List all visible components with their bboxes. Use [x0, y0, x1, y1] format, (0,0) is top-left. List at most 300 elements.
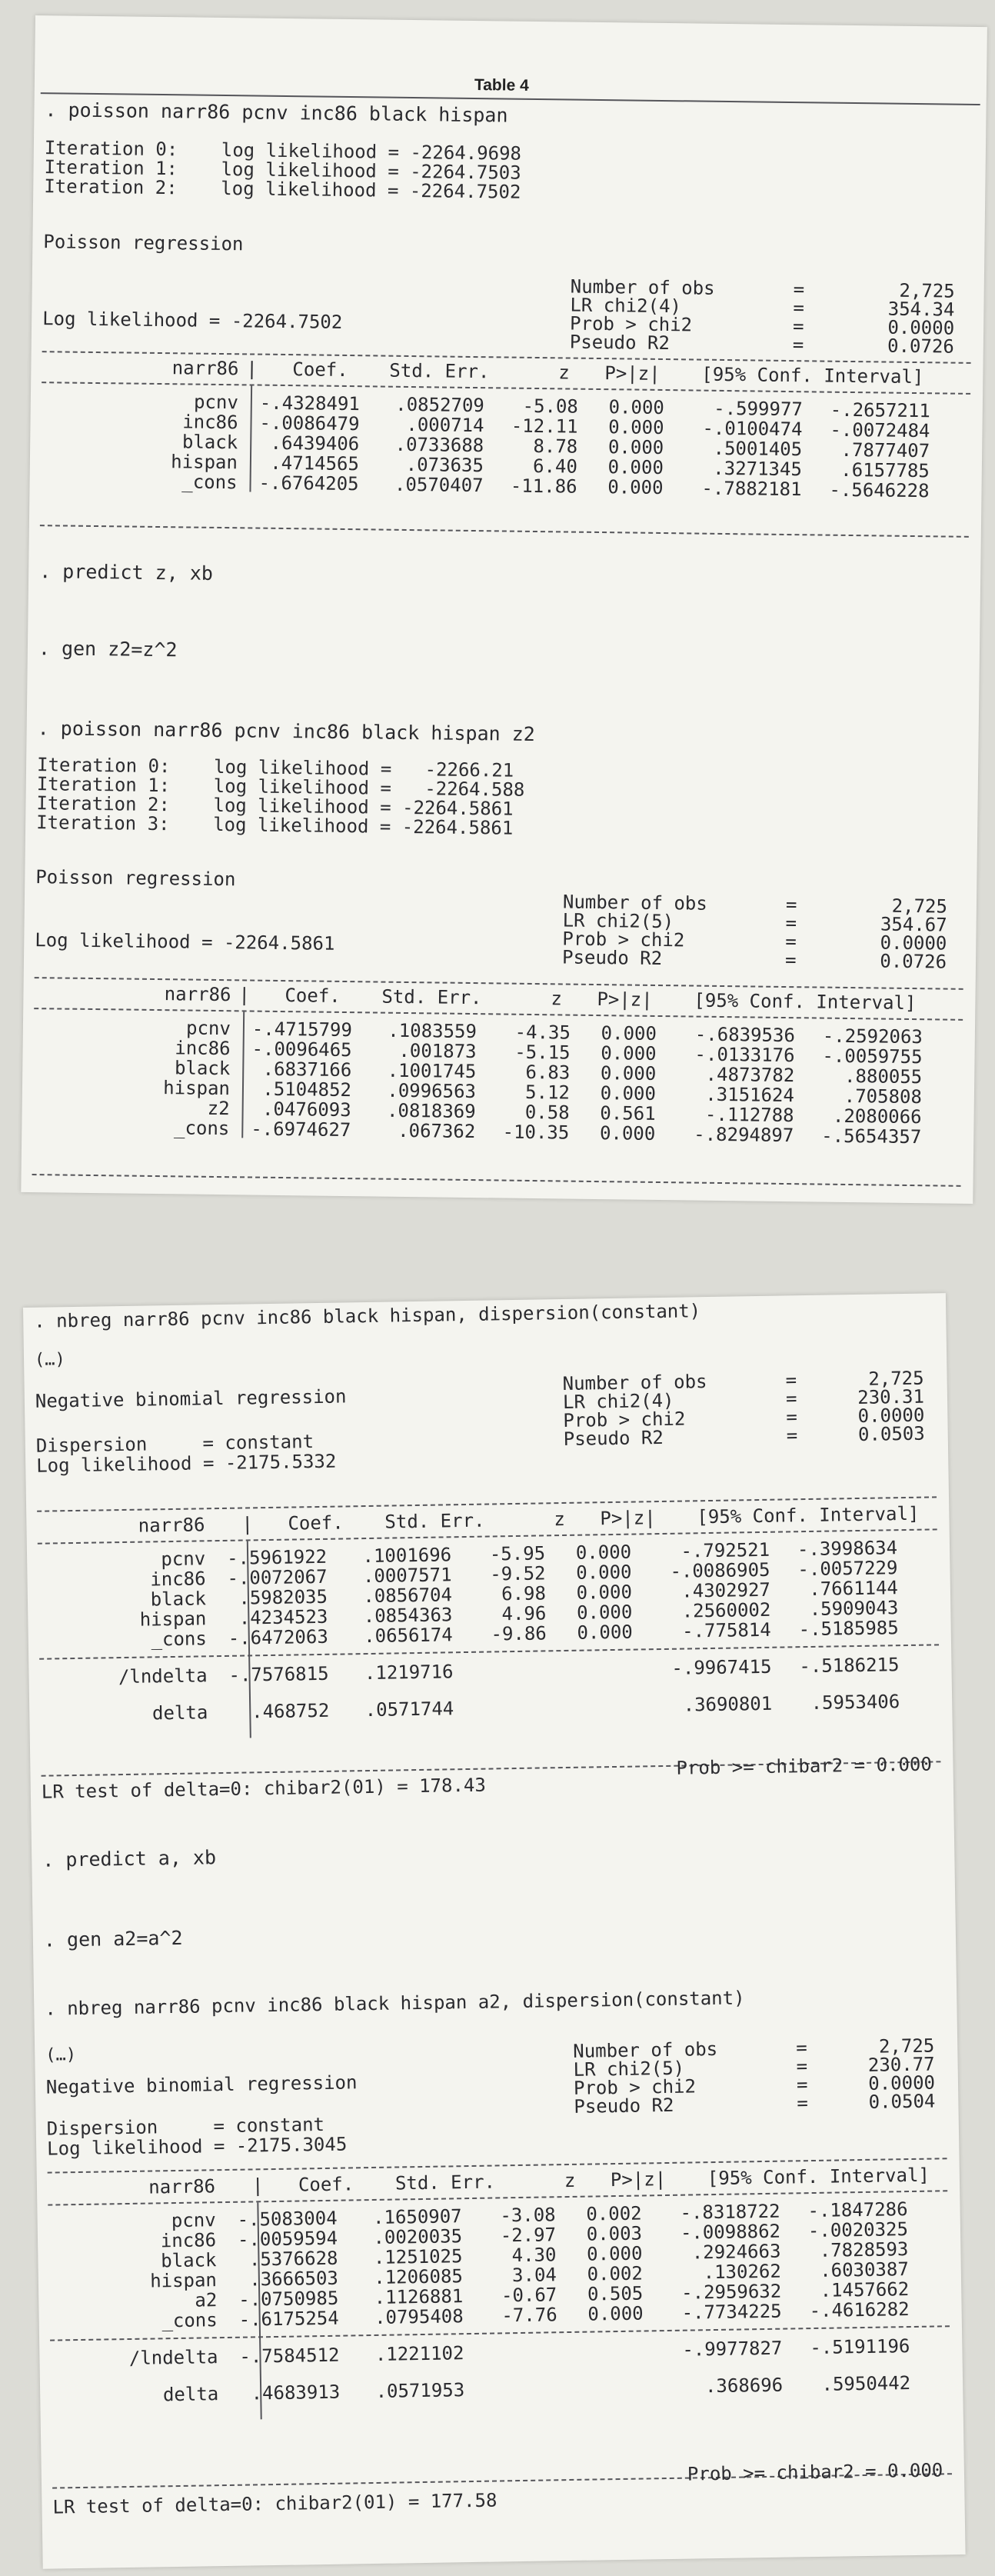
- iteration-value: log likelihood = -2264.5861: [212, 813, 514, 839]
- cell-ci-high: -.5185985: [798, 1617, 899, 1641]
- cell-z: 6.98: [501, 1582, 547, 1605]
- model-name-4: Negative binomial regression: [45, 2071, 358, 2098]
- stat-label: LR chi2(4): [570, 294, 682, 318]
- dispersion-3: Dispersion = constant: [35, 1431, 314, 1457]
- model-stats-4: [573, 2034, 936, 2118]
- cell-var: hispan: [149, 2269, 218, 2292]
- cell-coef: .0476093: [261, 1098, 351, 1121]
- cell-var: hispan: [171, 451, 238, 474]
- cell-ci-high: -.5646228: [829, 478, 930, 502]
- stat-equals: =: [785, 912, 797, 935]
- cell-var: pcnv: [193, 391, 239, 414]
- cell-p: 0.000: [577, 1621, 633, 1644]
- stat-value: 2,725: [891, 895, 948, 918]
- coef-table-3: [26, 1502, 953, 1771]
- cell-ci-high: .705808: [844, 1085, 923, 1108]
- cell-ci-high: .7877407: [840, 438, 930, 462]
- stat-value: 0.0000: [887, 316, 955, 339]
- cell-z: 0.58: [524, 1101, 570, 1124]
- cell-p: 0.002: [587, 2262, 644, 2285]
- model-name-2: Poisson regression: [35, 866, 236, 891]
- cell-ci-high: -.1847286: [807, 2198, 908, 2222]
- cell-ci-high: .1457662: [820, 2278, 910, 2301]
- cell-ci-high: -.2592063: [822, 1025, 923, 1048]
- model-stats-3: [562, 1367, 925, 1450]
- stat-value: 0.0000: [880, 931, 947, 955]
- log-likelihood-1: Log likelihood = -2264.7502: [42, 308, 343, 333]
- cell-coef: -.0086479: [259, 412, 360, 435]
- stat-label: Pseudo R2: [569, 331, 671, 355]
- cell-ci-low: .2560002: [681, 1598, 771, 1622]
- cell-var: pcnv: [171, 2209, 216, 2232]
- header-se: Std. Err.: [384, 1509, 485, 1533]
- iteration-label: Iteration 2:: [44, 175, 178, 199]
- stat-equals: =: [797, 2092, 809, 2114]
- cell-var: z2: [207, 1097, 230, 1120]
- stat-equals: =: [786, 1406, 798, 1428]
- cell-z: -5.08: [522, 395, 579, 418]
- header-se: Std. Err.: [381, 985, 482, 1009]
- cell-coef: .6439406: [270, 432, 360, 455]
- stat-equals: =: [796, 2055, 808, 2078]
- cell-ci-low: .2924663: [691, 2240, 781, 2264]
- cell-se: .0570407: [394, 473, 484, 497]
- stat-label: Number of obs: [562, 891, 707, 915]
- cell-var: _cons: [151, 1628, 208, 1651]
- header-bar: |: [251, 2174, 264, 2197]
- log-likelihood-2: Log likelihood = -2264.5861: [35, 929, 335, 955]
- cell-var: /lndelta: [118, 1665, 208, 1688]
- log-likelihood-3: Log likelihood = -2175.5332: [36, 1450, 337, 1477]
- cell-se: .0571744: [364, 1698, 454, 1721]
- cell-ci-low: .3151624: [705, 1083, 795, 1107]
- header-bar: |: [238, 984, 251, 1006]
- cell-se: .0854363: [363, 1604, 453, 1628]
- header-ci: [95% Conf. Interval]: [697, 1502, 920, 1528]
- cell-ci-low: -.0098862: [680, 2220, 781, 2244]
- iteration-label: Iteration 2:: [36, 792, 171, 816]
- cell-ci-high: -.0020325: [807, 2218, 909, 2242]
- iteration-value: log likelihood = -2264.588: [213, 775, 525, 801]
- cell-ci-high: -.2657211: [830, 398, 930, 422]
- cell-ci-high: .7828593: [819, 2238, 909, 2261]
- cell-z: -12.11: [511, 415, 578, 438]
- cell-p: 0.000: [607, 456, 664, 479]
- cell-ci-high: .6030387: [819, 2258, 909, 2281]
- cell-ci-low: -.6839536: [694, 1023, 796, 1047]
- cell-coef: -.7584512: [239, 2344, 340, 2368]
- cell-z: -5.95: [489, 1542, 546, 1565]
- stat-equals: =: [796, 2074, 808, 2096]
- cell-coef: -.4715799: [251, 1018, 353, 1041]
- cell-se: .0996563: [387, 1079, 477, 1103]
- iteration-log-2: [36, 754, 525, 839]
- iteration-value: log likelihood = -2264.9698: [221, 138, 522, 165]
- cell-var: black: [181, 431, 238, 454]
- stat-label: Number of obs: [573, 2038, 718, 2062]
- coef-table-1: [29, 355, 983, 536]
- stat-value: 0.0726: [887, 335, 954, 358]
- header-se: Std. Err.: [389, 359, 490, 383]
- cell-var: _cons: [173, 1117, 230, 1140]
- cell-ci-low: -.8294897: [694, 1123, 794, 1147]
- stat-equals: =: [785, 1369, 797, 1391]
- stat-equals: =: [785, 894, 797, 916]
- cell-se: .1251025: [373, 2245, 463, 2268]
- cell-ci-low: -.599977: [714, 397, 803, 421]
- log-likelihood-4: Log likelihood = -2175.3045: [46, 2133, 348, 2160]
- stat-equals: =: [785, 931, 797, 953]
- cell-se: .0733688: [394, 433, 484, 457]
- cell-ci-low: -.2959632: [681, 2280, 782, 2304]
- stat-label: LR chi2(5): [573, 2057, 685, 2081]
- cell-ci-high: .5950442: [821, 2372, 911, 2395]
- cell-coef: -.0750985: [238, 2287, 339, 2311]
- cell-coef: .5104852: [262, 1078, 352, 1101]
- cell-z: 8.78: [533, 435, 578, 458]
- cell-se: .1206085: [374, 2265, 464, 2288]
- cell-p: 0.000: [600, 1062, 657, 1085]
- header-se: Std. Err.: [394, 2171, 496, 2194]
- model-stats-2: [561, 891, 948, 973]
- cell-coef: .4234523: [238, 1605, 328, 1629]
- prob-chibar-4: Prob >= chibar2 = 0.000: [687, 2459, 943, 2485]
- stat-equals: =: [793, 297, 805, 319]
- cell-ci-high: .880055: [844, 1065, 923, 1088]
- stat-value: 2,725: [899, 279, 955, 302]
- aux-row: [39, 2334, 962, 2369]
- cell-se: .1001696: [362, 1544, 452, 1568]
- cell-coef: -.6175254: [238, 2307, 339, 2331]
- stat-value: 230.77: [867, 2053, 935, 2076]
- cell-se: .0020035: [373, 2225, 463, 2248]
- iteration-value: log likelihood = -2264.7502: [221, 177, 521, 203]
- coef-table-4: [37, 2164, 964, 2471]
- aux-row: [29, 1690, 952, 1725]
- cell-se: .1083559: [388, 1019, 478, 1043]
- model-name-3: Negative binomial regression: [35, 1385, 347, 1412]
- cell-var: pcnv: [185, 1017, 231, 1040]
- stat-equals: =: [792, 334, 804, 356]
- cell-var: _cons: [181, 471, 238, 494]
- cell-coef: -.5961922: [226, 1545, 328, 1569]
- header-ci: [95% Conf. Interval]: [707, 2164, 930, 2190]
- cell-z: -4.35: [514, 1021, 571, 1044]
- header-p: P>|z|: [597, 988, 653, 1011]
- cell-p: 0.000: [607, 436, 664, 459]
- cell-p: 0.000: [608, 396, 665, 419]
- ellipsis-1: (…): [34, 1350, 66, 1370]
- cell-se: .000714: [406, 413, 484, 437]
- header-z: z: [558, 362, 571, 384]
- stat-label: Number of obs: [570, 275, 715, 299]
- cell-var: black: [150, 1588, 207, 1611]
- stat-value: 0.0503: [857, 1422, 925, 1445]
- cell-z: -9.52: [490, 1562, 546, 1585]
- ellipsis-2: (…): [45, 2045, 77, 2065]
- cell-var: hispan: [139, 1608, 207, 1631]
- cell-coef: .4714565: [270, 452, 360, 475]
- cell-coef: -.0096465: [251, 1038, 352, 1061]
- cell-ci-high: -.5186215: [799, 1654, 900, 1678]
- cell-se: .1221102: [374, 2342, 464, 2365]
- cell-var: _cons: [161, 2309, 218, 2332]
- header-coef: Coef.: [292, 358, 348, 382]
- cell-se: .0852709: [395, 393, 485, 417]
- cell-se: .001873: [398, 1039, 477, 1063]
- iteration-label: Iteration 0:: [36, 754, 171, 778]
- cell-z: -2.97: [500, 2224, 557, 2247]
- cell-ci-low: .130262: [703, 2260, 782, 2284]
- stat-value: 354.67: [880, 913, 947, 936]
- cell-coef: .4683913: [251, 2381, 341, 2404]
- command-gen-z2: . gen z2=z^2: [38, 637, 178, 661]
- cell-coef: -.6472063: [228, 1625, 328, 1649]
- cell-var: /lndelta: [128, 2346, 218, 2370]
- iteration-label: Iteration 3:: [36, 811, 170, 835]
- dispersion-4: Dispersion = constant: [46, 2113, 325, 2140]
- cell-z: -5.15: [514, 1041, 571, 1064]
- cell-p: 0.000: [586, 2242, 643, 2265]
- stat-value: 0.0504: [868, 2090, 936, 2113]
- command-gen-a2: . gen a2=a^2: [43, 1926, 183, 1951]
- command-predict-a: . predict a, xb: [42, 1846, 217, 1871]
- stat-line: [569, 331, 954, 358]
- output-page-2: [23, 1293, 966, 2569]
- cell-p: 0.000: [607, 476, 664, 499]
- command-nbreg-2: . nbreg narr86 pcnv inc86 black hispan a2, dispersion(constant): [45, 1987, 745, 2020]
- cell-ci-high: .5909043: [809, 1597, 899, 1620]
- cell-se: .0856704: [363, 1584, 453, 1608]
- iteration-value: log likelihood = -2264.7503: [221, 158, 521, 184]
- header-z: z: [564, 2169, 576, 2192]
- cell-p: 0.000: [576, 1581, 633, 1604]
- iteration-label: Iteration 1:: [36, 773, 171, 797]
- stat-value: 230.31: [857, 1385, 925, 1408]
- cell-ci-high: .7661144: [809, 1577, 899, 1600]
- header-z: z: [551, 988, 563, 1010]
- iteration-label: Iteration 1:: [44, 156, 178, 180]
- stat-label: Pseudo R2: [563, 1426, 664, 1450]
- cell-var: hispan: [163, 1077, 231, 1100]
- command-predict-z: . predict z, xb: [38, 560, 214, 585]
- cell-var: inc86: [175, 1037, 231, 1060]
- cell-ci-high: -.4616282: [809, 2298, 910, 2322]
- cell-ci-low: -.0086905: [670, 1558, 770, 1582]
- cell-coef: -.4328491: [259, 392, 361, 415]
- iteration-value: log likelihood = -2266.21: [213, 755, 514, 781]
- cell-var: delta: [151, 1701, 208, 1725]
- cell-ci-low: -.0100474: [702, 417, 803, 441]
- command-nbreg-1: . nbreg narr86 pcnv inc86 black hispan, dispersion(constant): [34, 1300, 701, 1332]
- stat-equals: =: [784, 949, 797, 971]
- cell-p: 0.002: [586, 2202, 642, 2225]
- cell-p: 0.003: [586, 2222, 643, 2245]
- header-bar: |: [241, 1513, 254, 1535]
- cell-p: 0.505: [587, 2282, 644, 2305]
- cell-p: 0.000: [576, 1601, 633, 1624]
- cell-ci-high: -.0057229: [797, 1557, 898, 1581]
- cell-ci-high: .2080066: [832, 1105, 922, 1128]
- cell-ci-low: -.0133176: [694, 1043, 795, 1067]
- header-var: narr86: [171, 357, 239, 380]
- stat-value: 2,725: [868, 1367, 924, 1390]
- cell-ci-high: -.0072484: [830, 418, 930, 442]
- header-bar: |: [246, 358, 258, 380]
- cell-p: 0.561: [600, 1102, 656, 1125]
- stat-label: Prob > chi2: [569, 312, 693, 336]
- cell-p: 0.000: [576, 1561, 632, 1584]
- stat-label: Prob > chi2: [563, 1408, 686, 1431]
- cell-se: .073635: [405, 453, 484, 477]
- cell-p: 0.000: [599, 1122, 656, 1145]
- stat-value: 354.34: [887, 298, 955, 321]
- header-coef: Coef.: [285, 985, 341, 1007]
- cell-p: 0.000: [608, 416, 664, 439]
- aux-row: [28, 1653, 951, 1688]
- header-p: P>|z|: [600, 1507, 656, 1530]
- prob-chibar-3: Prob >= chibar2 = 0.000: [676, 1753, 933, 1779]
- stat-label: Prob > chi2: [562, 928, 685, 951]
- cell-z: -0.67: [501, 2284, 557, 2307]
- cell-ci-high: -.0059755: [822, 1045, 923, 1068]
- cell-z: -3.08: [500, 2204, 556, 2227]
- header-p: P>|z|: [610, 2168, 667, 2191]
- cell-ci-low: .368696: [704, 2374, 784, 2398]
- cell-ci-high: -.3998634: [797, 1537, 898, 1561]
- cell-coef: -.7576815: [228, 1662, 329, 1686]
- model-stats-1: [569, 275, 955, 358]
- header-coef: Coef.: [298, 2173, 354, 2196]
- cell-ci-low: .4873782: [705, 1063, 795, 1087]
- cell-z: 6.83: [525, 1061, 571, 1084]
- cell-ci-low: -.112788: [704, 1103, 794, 1127]
- cell-se: .0656174: [363, 1624, 453, 1648]
- iteration-log-1: [44, 137, 522, 203]
- cell-se: .1650907: [372, 2205, 462, 2228]
- stat-label: LR chi2(4): [562, 1389, 674, 1413]
- cell-ci-low: -.7882181: [701, 477, 802, 501]
- cell-z: -9.86: [491, 1622, 547, 1645]
- stat-value: 0.0726: [880, 950, 947, 973]
- header-ci: [95% Conf. Interval]: [694, 989, 917, 1015]
- cell-p: 0.000: [575, 1541, 632, 1564]
- coef-table-2: [22, 981, 976, 1185]
- stat-label: Pseudo R2: [561, 946, 663, 970]
- iteration-value: log likelihood = -2264.5861: [213, 794, 514, 820]
- cell-ci-high: -.5654357: [821, 1125, 922, 1148]
- cell-ci-low: .3271345: [713, 457, 803, 481]
- cell-ci-high: -.5191196: [810, 2335, 910, 2359]
- stat-label: Pseudo R2: [574, 2094, 674, 2118]
- cell-ci-low: -.8318722: [680, 2200, 780, 2224]
- cell-se: .1219716: [364, 1661, 454, 1685]
- cell-ci-low: -.775814: [681, 1618, 771, 1642]
- header-p: P>|z|: [604, 362, 661, 385]
- cell-se: .0571953: [375, 2379, 465, 2402]
- cell-p: 0.000: [587, 2302, 644, 2325]
- header-var: narr86: [148, 2175, 216, 2198]
- stat-value: 0.0000: [857, 1404, 925, 1427]
- header-var: narr86: [164, 983, 231, 1006]
- aux-row: [40, 2371, 963, 2406]
- cell-var: inc86: [160, 2229, 217, 2252]
- cell-coef: .5376628: [248, 2247, 338, 2271]
- cell-ci-low: .4302927: [681, 1578, 771, 1602]
- cell-se: .1126881: [374, 2285, 464, 2308]
- cell-var: a2: [195, 2289, 218, 2311]
- cell-var: black: [161, 2249, 217, 2272]
- cell-p: 0.000: [600, 1082, 657, 1105]
- cell-coef: .3666503: [249, 2267, 339, 2291]
- command-poisson-2: . poisson narr86 pcnv inc86 black hispan z2: [37, 717, 536, 746]
- header-ci: [95% Conf. Interval]: [701, 363, 924, 388]
- stat-label: Prob > chi2: [573, 2075, 697, 2099]
- cell-z: -10.35: [502, 1121, 570, 1144]
- cell-var: delta: [162, 2383, 219, 2406]
- cell-ci-low: -.792521: [681, 1538, 770, 1562]
- cell-p: 0.000: [601, 1042, 657, 1065]
- header-coef: Coef.: [288, 1511, 344, 1535]
- cell-ci-low: .3690801: [683, 1692, 773, 1716]
- lr-test-3: LR test of delta=0: chibar2(01) = 178.43: [41, 1774, 487, 1803]
- cell-se: .0795408: [374, 2305, 464, 2328]
- stat-value: 0.0000: [868, 2071, 936, 2094]
- header-var: narr86: [138, 1514, 205, 1537]
- cell-z: 5.12: [524, 1081, 571, 1104]
- cell-z: 3.04: [511, 2264, 557, 2287]
- stat-equals: =: [785, 1388, 797, 1410]
- cell-coef: -.5083004: [237, 2207, 338, 2231]
- cell-z: 4.30: [511, 2244, 557, 2267]
- cell-var: pcnv: [161, 1548, 206, 1571]
- output-page-1: [21, 15, 987, 1204]
- command-poisson-1: . poisson narr86 pcnv inc86 black hispan: [45, 98, 508, 127]
- stat-equals: =: [793, 278, 805, 301]
- stat-label: Number of obs: [562, 1371, 707, 1395]
- cell-ci-low: -.9977827: [682, 2337, 783, 2361]
- cell-var: black: [174, 1057, 231, 1080]
- stat-equals: =: [792, 315, 804, 338]
- iteration-label: Iteration 0:: [44, 137, 178, 161]
- lr-test-4: LR test of delta=0: chibar2(01) = 177.58: [52, 2489, 498, 2518]
- cell-var: inc86: [182, 411, 238, 434]
- cell-coef: .468752: [251, 1699, 330, 1723]
- cell-se: .1001745: [387, 1059, 477, 1083]
- cell-coef: .6837166: [262, 1058, 352, 1081]
- cell-coef: -.6974627: [251, 1118, 351, 1141]
- cell-ci-high: .6157785: [840, 458, 930, 482]
- cell-ci-low: -.7734225: [681, 2300, 782, 2324]
- cell-coef: -.0059594: [237, 2227, 338, 2251]
- stat-equals: =: [786, 1425, 798, 1447]
- cell-coef: -.6764205: [258, 472, 359, 495]
- stat-value: 2,725: [878, 2034, 935, 2058]
- cell-z: -7.76: [501, 2304, 557, 2327]
- model-name-1: Poisson regression: [43, 231, 244, 255]
- table-title: Table 4: [474, 75, 529, 95]
- cell-se: .0007571: [362, 1564, 452, 1588]
- cell-coef: -.0072067: [227, 1565, 328, 1589]
- cell-ci-high: .5953406: [810, 1691, 900, 1714]
- cell-coef: .5982035: [238, 1585, 328, 1609]
- cell-z: 6.40: [532, 455, 578, 478]
- cell-z: 4.96: [501, 1602, 547, 1625]
- stat-equals: =: [796, 2037, 807, 2059]
- cell-se: .0818369: [386, 1099, 476, 1123]
- cell-var: inc86: [150, 1568, 206, 1591]
- cell-z: -11.86: [510, 475, 577, 498]
